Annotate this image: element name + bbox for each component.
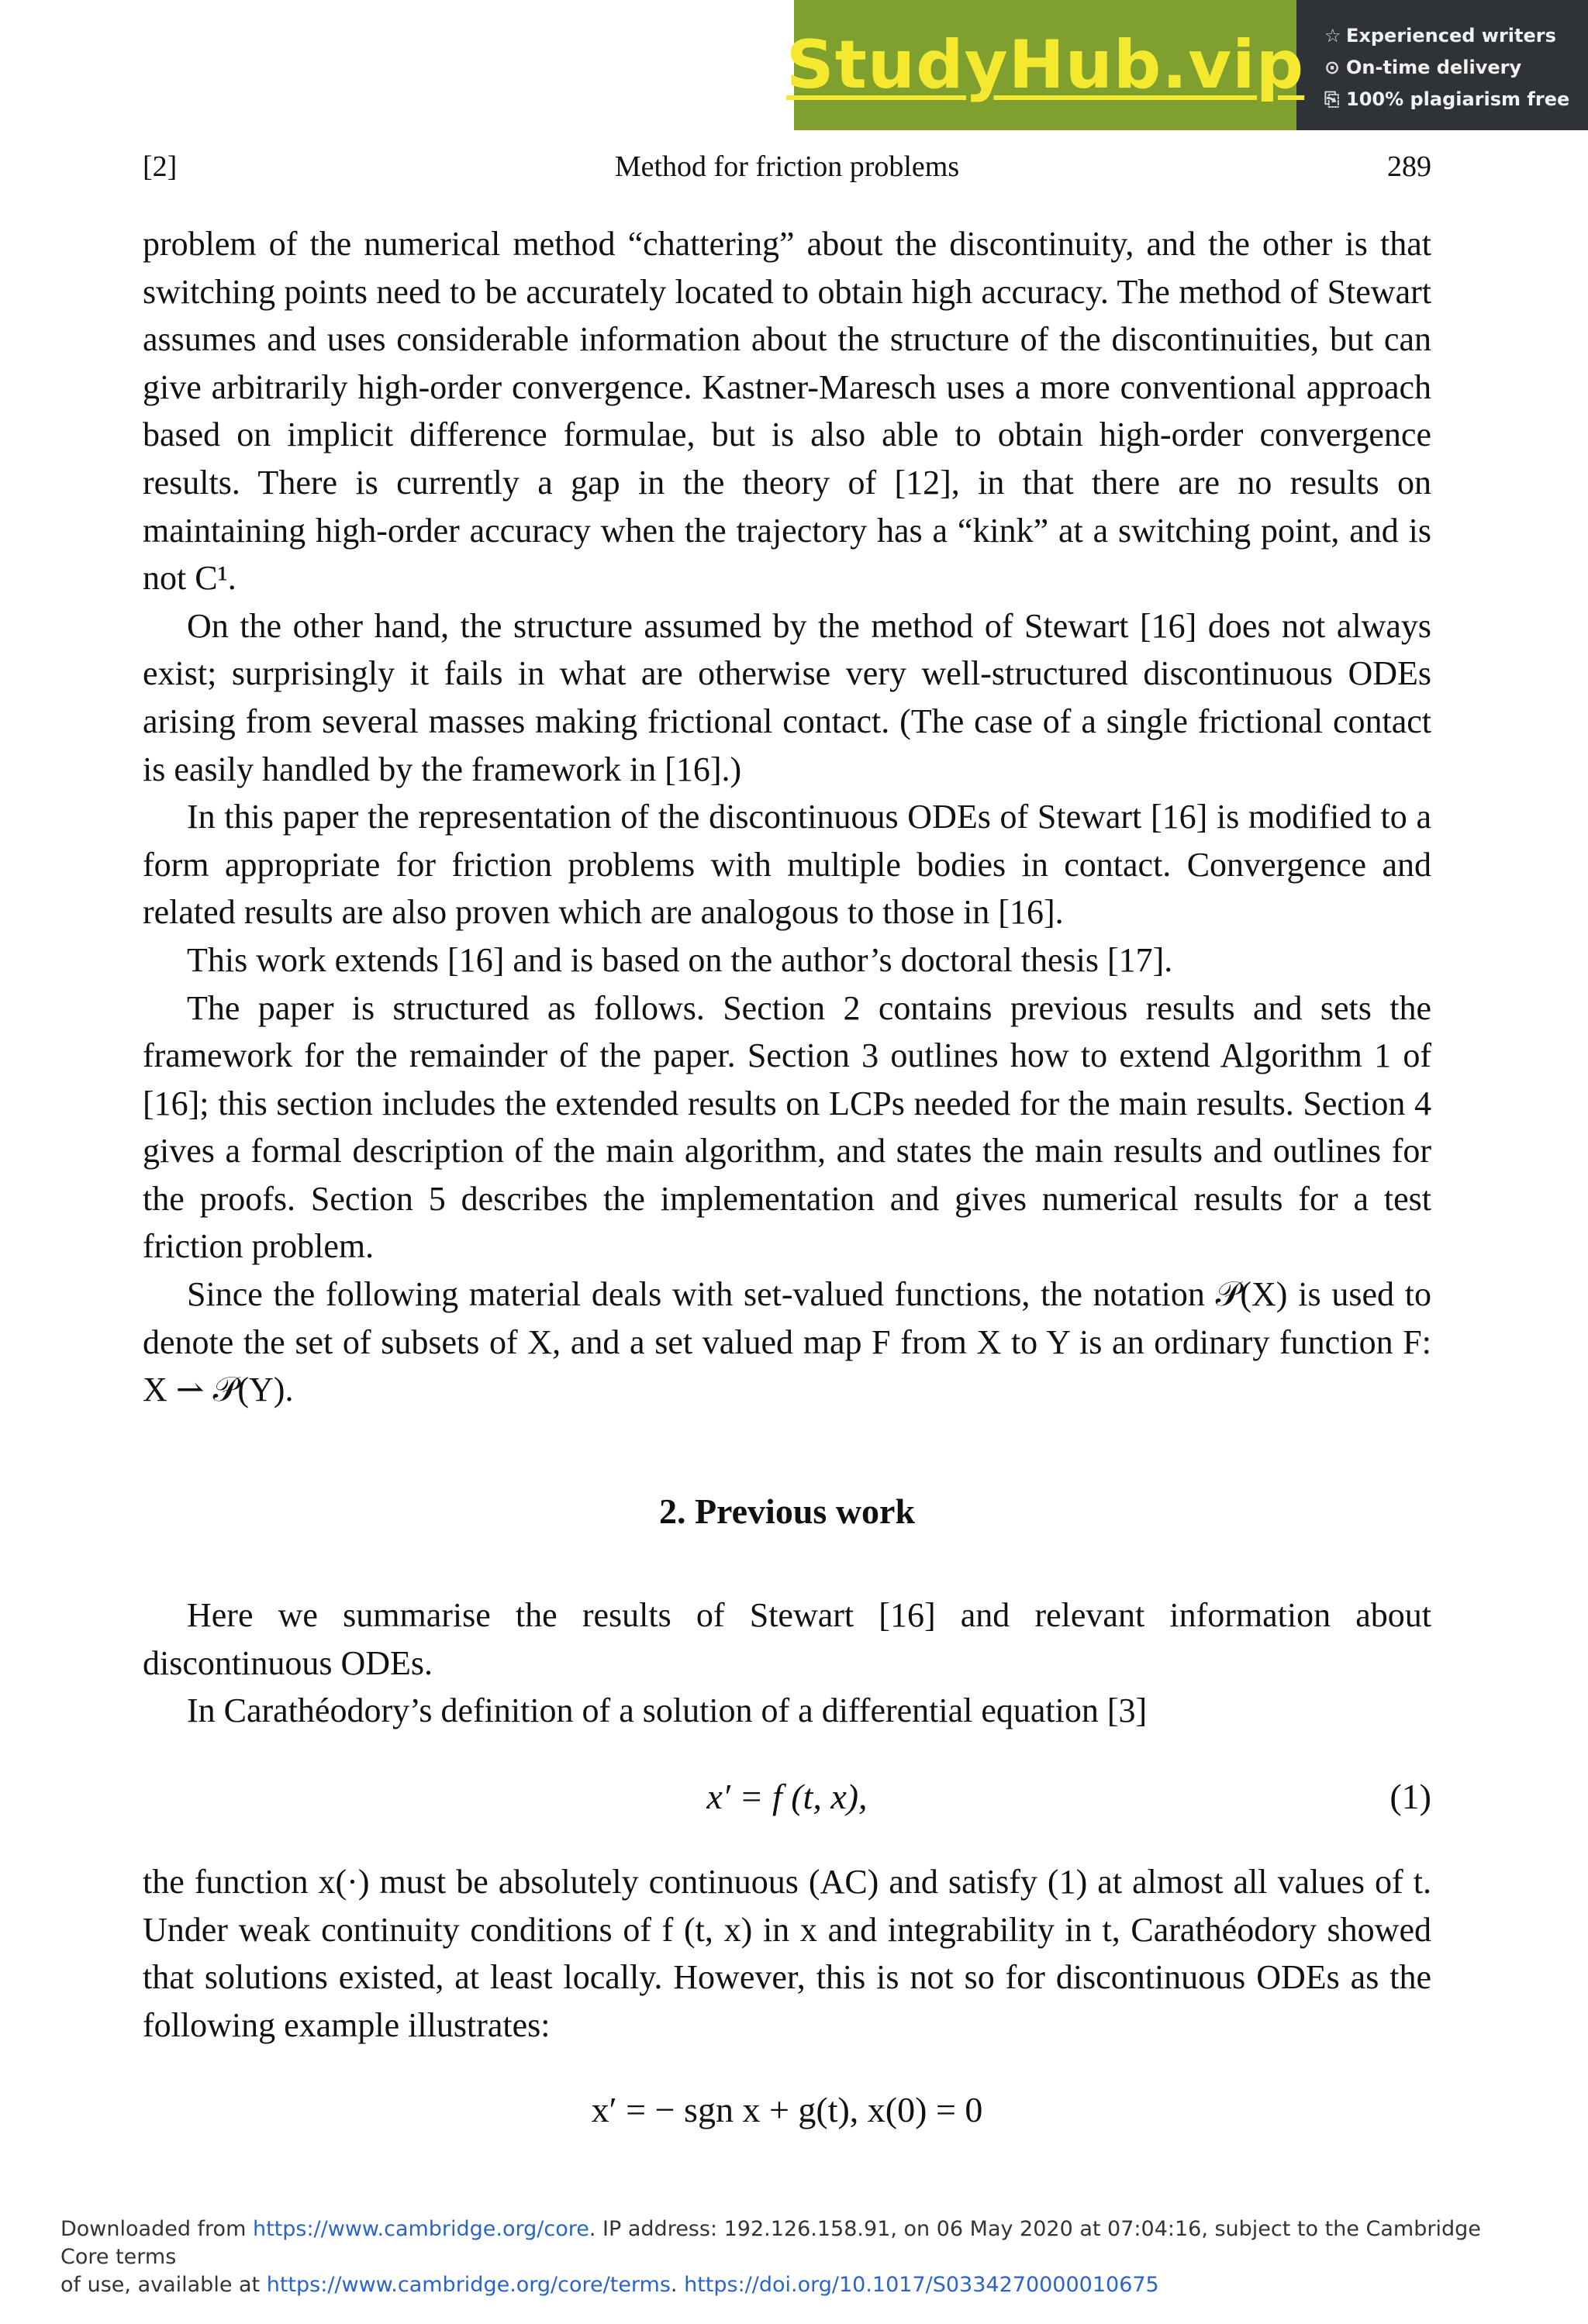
- section-body: [143, 1591, 1431, 1735]
- feature-on-time-delivery: [1324, 52, 1569, 84]
- paragraph: Since the following material deals with set-valued functions, the notation 𝒫(X) is used to denote the set of subsets of X, and a set valued map F from X to Y is an ordinary function F: X ⇀ 𝒫(Y).: [143, 1275, 1431, 1409]
- equation-2: [143, 2087, 1431, 2133]
- section-body-continued: [143, 1858, 1431, 2049]
- star-icon: ☆: [1324, 25, 1341, 47]
- equation-expression: x′ = f (t, x),: [706, 1777, 868, 1816]
- paragraph: Here we summarise the results of Stewart [16] and relevant information about discontinuous ODEs.: [143, 1596, 1431, 1682]
- equation-number: (1): [1390, 1777, 1431, 1816]
- banner-features: [1324, 20, 1569, 116]
- paragraph: This work extends [16] and is based on the author’s doctoral thesis [17].: [187, 940, 1173, 979]
- paragraph: In Carathéodory’s definition of a solution of a differential equation [3]: [187, 1691, 1148, 1730]
- footer-text: . IP address: 192.126.158.91, on 06 May 2020 at 07:04:16, subject to the Cambridge Core terms: [60, 2217, 1481, 2269]
- feature-plagiarism-free: [1324, 84, 1569, 116]
- footer-text: .: [670, 2273, 685, 2297]
- download-footer: [60, 2215, 1534, 2299]
- clock-icon: ⊙: [1324, 57, 1341, 78]
- paragraph: the function x(·) must be absolutely continuous (AC) and satisfy (1) at almost all values of t. Under weak continuity conditions of f (t, x) in x and integrability in t, Carathéodory showed that solutions existed, at least locally. However, this is not so for discontinuous ODEs as the following example illustrates:: [143, 1863, 1431, 2044]
- studyhub-logo[interactable]: [785, 0, 1305, 130]
- feature-label: 100% plagiarism free: [1346, 88, 1570, 110]
- terms-link[interactable]: https://www.cambridge.org/core/terms: [266, 2273, 671, 2297]
- section-heading: 2. Previous work: [658, 1491, 916, 1531]
- running-head: [143, 147, 1431, 186]
- feature-label: On-time delivery: [1346, 57, 1522, 78]
- document-icon: ⎘: [1324, 88, 1340, 110]
- running-title: Method for friction problems: [614, 150, 960, 183]
- equation-expression: x′ = − sgn x + g(t), x(0) = 0: [591, 2090, 983, 2129]
- doi-link[interactable]: https://doi.org/10.1017/S0334270000010675: [684, 2273, 1159, 2297]
- footer-text: Downloaded from: [60, 2217, 253, 2241]
- studyhub-banner[interactable]: [785, 0, 1588, 130]
- footer-line-2: [60, 2271, 1534, 2299]
- paragraph: The paper is structured as follows. Section 2 contains previous results and sets the framework for the remainder of the paper. Section 3 outlines how to extend Algorithm 1 of [16]; this section includes the extended results on LCPs needed for the main results. Section 4 gives a formal description of the main algorithm, and states the main results and outlines for the proofs. Section 5 describes the implementation and gives numerical results for a test friction problem.: [143, 988, 1431, 1266]
- equation-1: [143, 1774, 1431, 1820]
- paragraph: In this paper the representation of the discontinuous ODEs of Stewart [16] is modified to a form appropriate for friction problems with multiple bodies in contact. Convergence and related results are also proven which are analogous to those in [16].: [143, 798, 1431, 932]
- section-marker: [2]: [143, 150, 178, 183]
- cambridge-core-link[interactable]: https://www.cambridge.org/core: [252, 2217, 589, 2241]
- paragraph: On the other hand, the structure assumed by the method of Stewart [16] does not always exist; surprisingly it fails in what are otherwise very well-structured discontinuous ODEs arising from several masses making frictional contact. (The case of a single frictional contact is easily handled by the framework in [16].): [143, 606, 1431, 788]
- studyhub-logo-text: StudyHub.vip: [785, 26, 1305, 104]
- footer-line-1: [60, 2215, 1534, 2271]
- feature-label: Experienced writers: [1346, 25, 1556, 47]
- paragraph: problem of the numerical method “chattering” about the discontinuity, and the other is that switching points need to be accurately located to obtain high accuracy. The method of Stewart assumes and uses considerable information about the structure of the discontinuities, but can give arbitrarily high-order convergence. Kastner-Maresch uses a more conventional approach based on implicit difference formulae, but is also able to obtain high-order convergence results. There is currently a gap in the theory of [12], in that there are no results on maintaining high-order accuracy when the trajectory has a “kink” at a switching point, and is not C¹.: [143, 225, 1431, 598]
- page-number: 289: [1387, 150, 1431, 183]
- footer-text: of use, available at: [60, 2273, 267, 2297]
- feature-experienced-writers: [1324, 20, 1569, 52]
- body-text: [143, 220, 1431, 1414]
